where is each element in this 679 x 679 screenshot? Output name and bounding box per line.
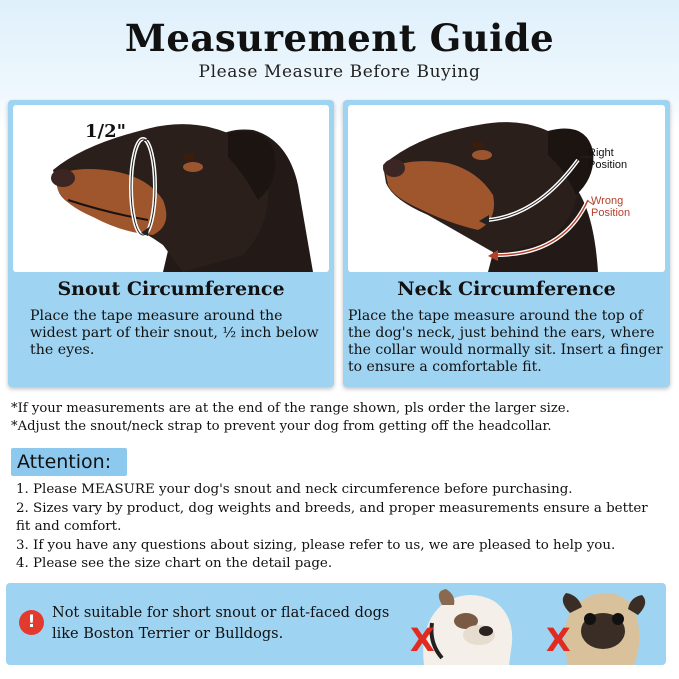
notes (11, 400, 671, 436)
page-title: Measurement Guide (124, 16, 555, 60)
doberman-snout-image (13, 105, 329, 272)
neck-card (343, 100, 670, 387)
snout-card (8, 100, 334, 387)
snout-card-text: Place the tape measure around the widest part of their snout, ½ inch below the eyes. (30, 308, 319, 358)
warning-bar (6, 583, 666, 665)
pug-image (538, 583, 658, 665)
snout-card-title: Snout Circumference (57, 278, 285, 300)
warning-text: Not suitable for short snout or flat-faced dogs like Boston Terrier or Bulldogs. (52, 605, 390, 642)
neck-card-text: Place the tape measure around the top of the dog's neck, just behind the ears, where the collar would normally sit. Insert a finger to ensure a comfortable fit. (348, 308, 663, 375)
list-item: 3. If you have any questions about sizing, please refer to us, we are pleased to help you. (16, 537, 616, 553)
half-inch-label: 1/2" (85, 121, 127, 142)
list-item: 2. Sizes vary by product, dog weights and breeds, and proper measurements ensure a better fit and comfort. (16, 500, 648, 535)
doberman-neck-image (348, 105, 665, 272)
list-item: 4. Please see the size chart on the detail page. (16, 556, 333, 572)
list-item: 1. Please MEASURE your dog's snout and neck circumference before purchasing. (16, 482, 573, 497)
wrong-position-label: Wrong Position (591, 195, 631, 219)
warning-icon: ! (19, 610, 44, 635)
bulldog-image (404, 583, 524, 665)
snout-photo (13, 105, 329, 272)
neck-card-title: Neck Circumference (397, 278, 616, 300)
note-line: *Adjust the snout/neck strap to prevent your dog from getting off the headcollar. (11, 419, 552, 434)
note-line: *If your measurements are at the end of the range shown, pls order the larger size. (11, 401, 570, 416)
x-mark-icon: X (546, 621, 571, 659)
attention-list (16, 481, 666, 574)
attention-badge: Attention: (11, 448, 127, 476)
x-mark-icon: X (410, 621, 435, 659)
neck-photo (348, 105, 665, 272)
page-subtitle: Please Measure Before Buying (198, 62, 481, 82)
right-position-label: Right Position (588, 147, 628, 171)
